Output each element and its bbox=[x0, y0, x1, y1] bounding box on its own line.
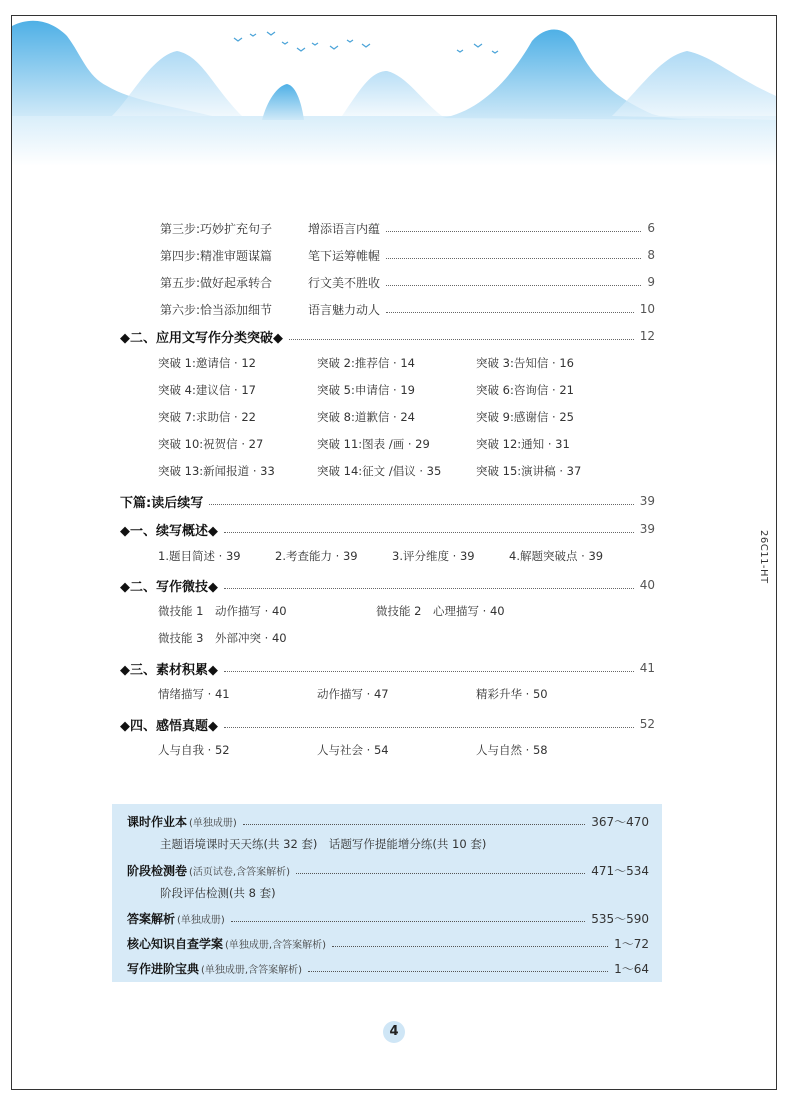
toc-item[interactable]: 突破 14:征文 /倡议 · 35 bbox=[317, 464, 442, 478]
page-ref: 39 bbox=[639, 522, 655, 536]
breakthrough-row bbox=[158, 382, 635, 402]
breakthrough-row bbox=[158, 463, 635, 483]
appendix-note: (单独成册,含答案解析) bbox=[225, 939, 326, 951]
toc-item[interactable]: 4.解题突破点 · 39 bbox=[509, 549, 604, 563]
side-code: 26C11-HT bbox=[758, 530, 769, 584]
section-title: ◆二、应用文写作分类突破◆ bbox=[120, 330, 283, 346]
page-ref: 8 bbox=[647, 248, 655, 262]
page-range: 1～72 bbox=[614, 936, 649, 951]
toc-row-step-6[interactable] bbox=[120, 299, 655, 319]
section-title: ◆三、素材积累◆ bbox=[120, 662, 218, 678]
overview-items-row bbox=[158, 548, 639, 568]
toc-item[interactable]: 人与自我 · 52 bbox=[158, 743, 230, 757]
dot-leader bbox=[386, 285, 641, 286]
page-number: 4 bbox=[383, 1021, 405, 1043]
dot-leader bbox=[289, 339, 634, 340]
toc-row-step-5[interactable] bbox=[120, 272, 655, 292]
dot-leader bbox=[224, 727, 634, 728]
dot-leader bbox=[332, 946, 608, 947]
toc-item[interactable]: 突破 15:演讲稿 · 37 bbox=[476, 464, 582, 478]
toc-item[interactable]: 突破 7:求助信 · 22 bbox=[158, 410, 256, 424]
toc-row-step-4[interactable] bbox=[120, 245, 655, 265]
toc-item[interactable]: 微技能 2 心理描写 · 40 bbox=[376, 604, 505, 618]
page-ref: 40 bbox=[639, 578, 655, 592]
toc-section-overview[interactable] bbox=[120, 519, 655, 539]
micro-skills-row bbox=[158, 603, 576, 623]
toc-item[interactable]: 突破 9:感谢信 · 25 bbox=[476, 410, 574, 424]
toc-item[interactable]: 突破 4:建议信 · 17 bbox=[158, 383, 256, 397]
appendix-label: 写作进阶宝典 bbox=[127, 961, 200, 976]
toc-item[interactable]: 突破 8:道歉信 · 24 bbox=[317, 410, 415, 424]
toc-item[interactable]: 突破 6:咨询信 · 21 bbox=[476, 383, 574, 397]
toc-item[interactable]: 人与社会 · 54 bbox=[317, 743, 389, 757]
section-title: ◆四、感悟真题◆ bbox=[120, 718, 218, 734]
toc-section-micro-skills[interactable] bbox=[120, 575, 655, 595]
toc-item[interactable]: 突破 1:邀请信 · 12 bbox=[158, 356, 256, 370]
step-subtitle: 增添语言内蕴 bbox=[308, 221, 381, 236]
appendix-label: 答案解析 bbox=[127, 911, 176, 926]
dot-leader bbox=[386, 231, 641, 232]
page-ref: 9 bbox=[647, 275, 655, 289]
toc-item[interactable]: 人与自然 · 58 bbox=[476, 743, 548, 757]
appendix-row-stage-test[interactable] bbox=[127, 860, 649, 880]
toc-item[interactable]: 突破 13:新闻报道 · 33 bbox=[158, 464, 275, 478]
step-subtitle: 笔下运筹帷幄 bbox=[308, 248, 381, 263]
appendix-row-answers[interactable] bbox=[127, 908, 649, 928]
dot-leader bbox=[386, 312, 634, 313]
appendix-sub-stage-test: 阶段评估检测(共 8 套) bbox=[160, 886, 276, 900]
step-title: 第四步:精准审题谋篇 bbox=[160, 248, 273, 263]
breakthrough-row bbox=[158, 355, 635, 375]
toc-item[interactable]: 1.题目简述 · 39 bbox=[158, 549, 241, 563]
toc-section-real-exams[interactable] bbox=[120, 714, 655, 734]
page-range: 471～534 bbox=[591, 863, 649, 878]
appendix-row-homework[interactable] bbox=[127, 811, 649, 831]
step-title: 第六步:恰当添加细节 bbox=[160, 302, 273, 317]
appendix-sub-homework: 主题语境课时天天练(共 32 套) 话题写作提能增分练(共 10 套) bbox=[160, 837, 487, 851]
dot-leader bbox=[209, 504, 634, 505]
page-ref: 39 bbox=[639, 494, 655, 508]
real-exams-items-row bbox=[158, 742, 635, 762]
toc-item[interactable]: 突破 2:推荐信 · 14 bbox=[317, 356, 415, 370]
toc-item[interactable]: 突破 12:通知 · 31 bbox=[476, 437, 570, 451]
breakthrough-row bbox=[158, 409, 635, 429]
dot-leader bbox=[224, 532, 634, 533]
dot-leader bbox=[386, 258, 641, 259]
part-title: 下篇:读后续写 bbox=[120, 495, 204, 511]
toc-item[interactable]: 3.评分维度 · 39 bbox=[392, 549, 475, 563]
appendix-note: (活页试卷,含答案解析) bbox=[189, 866, 290, 878]
dot-leader bbox=[224, 588, 634, 589]
dot-leader bbox=[296, 873, 585, 874]
appendix-note: (单独成册) bbox=[177, 914, 225, 926]
toc-item[interactable]: 突破 5:申请信 · 19 bbox=[317, 383, 415, 397]
dot-leader bbox=[308, 971, 608, 972]
page-range: 1～64 bbox=[614, 961, 649, 976]
toc-item[interactable]: 突破 10:祝贺信 · 27 bbox=[158, 437, 264, 451]
section-title: ◆二、写作微技◆ bbox=[120, 579, 218, 595]
page-ref: 52 bbox=[639, 717, 655, 731]
breakthrough-row bbox=[158, 436, 635, 456]
step-title: 第三步:巧妙扩充句子 bbox=[160, 221, 273, 236]
appendix-label: 阶段检测卷 bbox=[127, 863, 188, 878]
appendix-row-writing-guide[interactable] bbox=[127, 958, 649, 978]
page-ref: 6 bbox=[647, 221, 655, 235]
material-items-row bbox=[158, 686, 635, 706]
appendix-note: (单独成册,含答案解析) bbox=[201, 964, 302, 976]
dot-leader bbox=[231, 921, 585, 922]
toc-item[interactable]: 微技能 3 外部冲突 · 40 bbox=[158, 631, 287, 645]
dot-leader bbox=[243, 824, 585, 825]
micro-skills-row bbox=[158, 630, 376, 650]
toc-item[interactable]: 精彩升华 · 50 bbox=[476, 687, 548, 701]
toc-item[interactable]: 突破 11:图表 /画 · 29 bbox=[317, 437, 430, 451]
dot-leader bbox=[224, 671, 634, 672]
page-range: 535～590 bbox=[591, 911, 649, 926]
toc-section-material[interactable] bbox=[120, 658, 655, 678]
section-title: ◆一、续写概述◆ bbox=[120, 523, 218, 539]
step-subtitle: 语言魅力动人 bbox=[308, 302, 381, 317]
toc-item[interactable]: 情绪描写 · 41 bbox=[158, 687, 230, 701]
page-ref: 10 bbox=[639, 302, 655, 316]
toc-item[interactable]: 2.考查能力 · 39 bbox=[275, 549, 358, 563]
landscape-banner-illustration bbox=[12, 16, 776, 166]
appendix-label: 核心知识自查学案 bbox=[127, 936, 224, 951]
toc-part-continuation-writing[interactable] bbox=[120, 491, 655, 511]
page-ref: 41 bbox=[639, 661, 655, 675]
page-range: 367～470 bbox=[591, 814, 649, 829]
step-subtitle: 行文美不胜收 bbox=[308, 275, 381, 290]
step-title: 第五步:做好起承转合 bbox=[160, 275, 273, 290]
appendix-label: 课时作业本 bbox=[127, 814, 188, 829]
toc-item[interactable]: 微技能 1 动作描写 · 40 bbox=[158, 604, 287, 618]
appendix-note: (单独成册) bbox=[189, 817, 237, 829]
toc-row-step-3[interactable] bbox=[120, 218, 655, 238]
appendix-row-core-knowledge[interactable] bbox=[127, 933, 649, 953]
toc-section-application-writing[interactable] bbox=[120, 326, 655, 346]
toc-item[interactable]: 动作描写 · 47 bbox=[317, 687, 389, 701]
toc-item[interactable]: 突破 3:告知信 · 16 bbox=[476, 356, 574, 370]
page-ref: 12 bbox=[639, 329, 655, 343]
